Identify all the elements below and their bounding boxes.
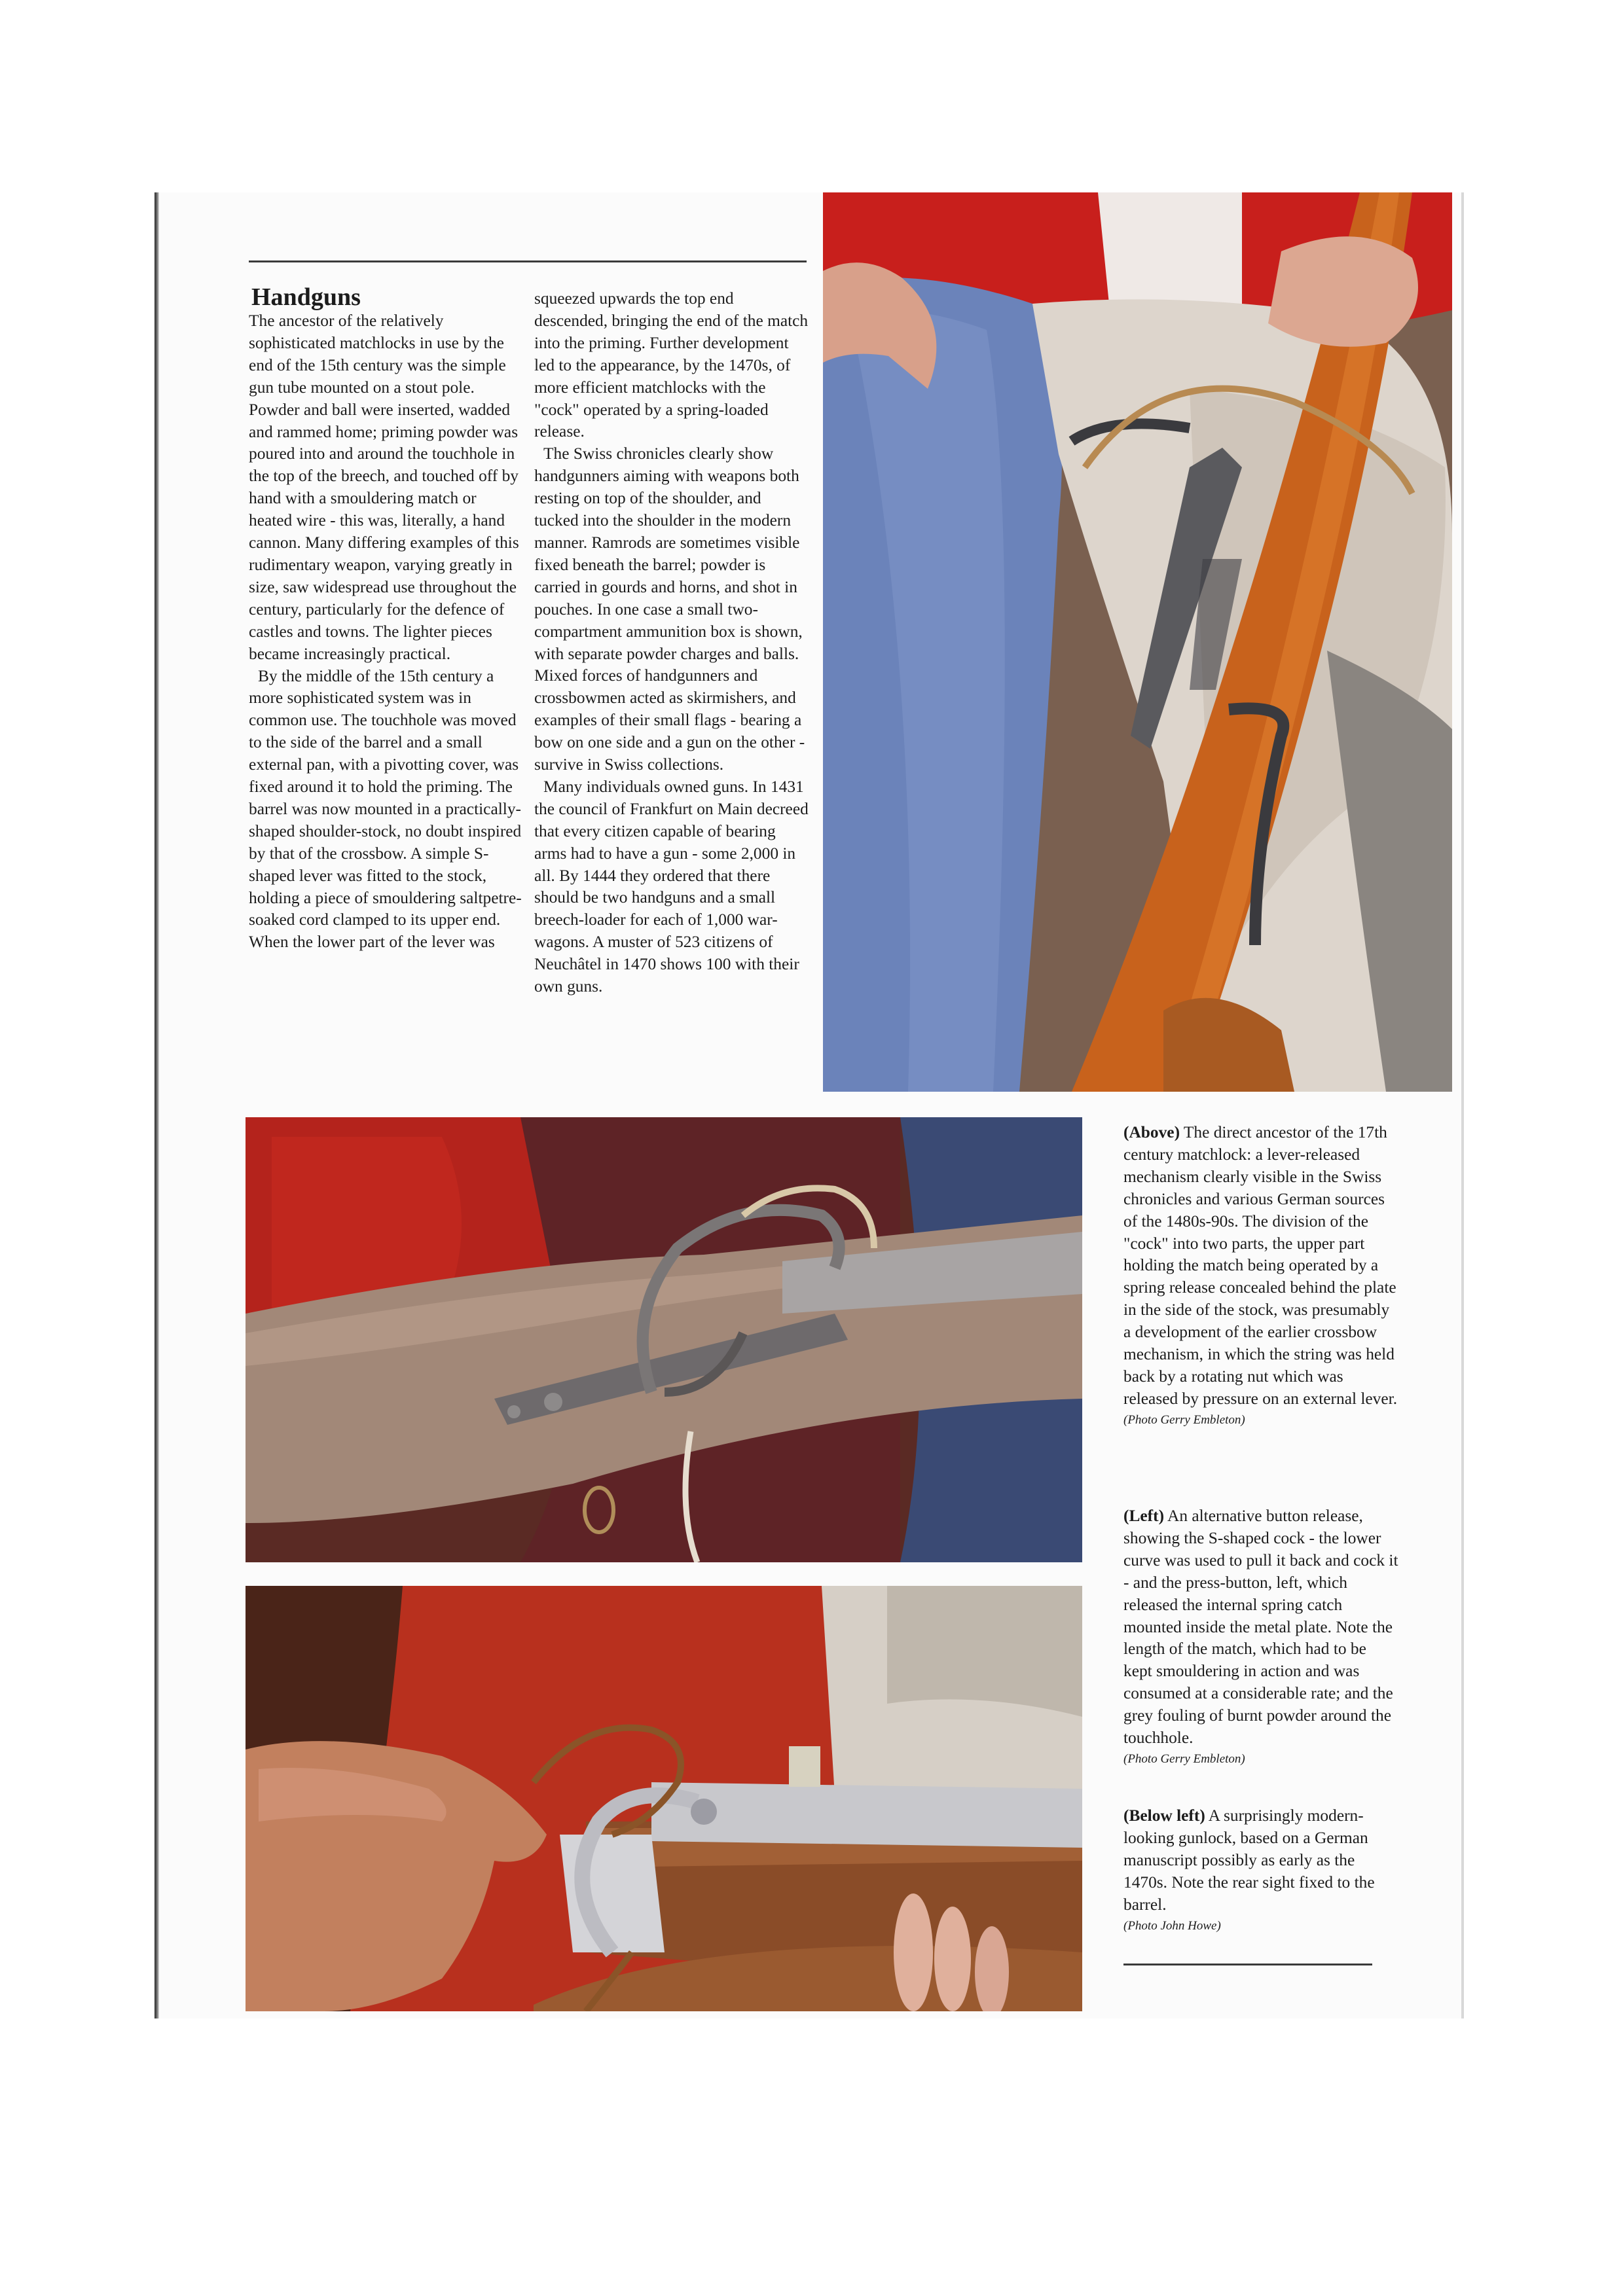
caption-label: (Below left)	[1123, 1806, 1205, 1825]
page-edge	[1461, 192, 1464, 2018]
paragraph: Many individuals owned guns. In 1431 the council of Frankfurt on Main decreed that every citizen capable of bearing arms had to have a gun - some 2,000 in all. By 1444 they ordered that there should be two handguns and a small breech-loader for each of 1,000 war-wagons. A muster of 523 citizens of Neuchâtel in 1470 shows 100 with their own guns.	[534, 777, 809, 996]
photo-modern-gunlock	[246, 1586, 1082, 2011]
photo-credit: (Photo John Howe)	[1123, 1918, 1221, 1933]
caption-left	[1123, 1505, 1398, 1769]
caption-above	[1123, 1122, 1398, 1430]
paragraph: The Swiss chronicles clearly show handgunners aiming with weapons both resting on top of the shoulder, and tucked into the shoulder in the modern manner. Ramrods are sometimes visible fixed beneath the barrel; powder is carried in gourds and horns, and shot in pouches. In one case a small two-compartment ammunition box is shown, with separate powder charges and balls. Mixed forces of handgunners and crossbowmen acted as skirmishers, and examples of their small flags - bearing a bow on one side and a gun on the other - survive in Swiss collections.	[534, 444, 805, 774]
photo-button-release	[246, 1117, 1082, 1562]
caption-text: A surprisingly modern-looking gunlock, based on a German manuscript possibly as early as the 1470s. Note the rear sight fixed to the barrel.	[1123, 1806, 1375, 1914]
caption-text: The direct ancestor of the 17th century matchlock: a lever-released mechanism clearly visible in the Swiss chronicles and various German sources of the 1480s-90s. The division of the "cock" into two parts, the upper part holding the match being operated by a spring release concealed behind the plate in the side of the stock, was presumably a development of the earlier crossbow mechanism, in which the string was held back by a rotating nut which was released by pressure on an external lever.	[1123, 1123, 1398, 1408]
caption-label: (Above)	[1123, 1123, 1180, 1141]
top-rule	[249, 260, 807, 262]
paragraph: squeezed upwards the top end descended, bringing the end of the match into the priming. Further development led to the appearance, by the 1470s, of more efficient matchlocks with the "cock" operated by a spring-loaded release.	[534, 289, 809, 441]
paragraph: By the middle of the 15th century a more sophisticated system was in common use. The touchhole was moved to the side of the barrel and a small external pan, with a pivotting cover, was fixed around it to hold the priming. The barrel was now mounted in a practically-shaped shoulder-stock, no doubt inspired by that of the crossbow. A simple S-shaped lever was fitted to the stock, holding a piece of smouldering saltpetre-soaked cord clamped to its upper end. When the lower part of the lever was	[249, 666, 522, 952]
text-column-1	[249, 310, 524, 954]
photo-credit: (Photo Gerry Embleton)	[1123, 1412, 1245, 1427]
book-spine-shadow	[155, 192, 159, 2018]
photo-credit: (Photo Gerry Embleton)	[1123, 1751, 1245, 1766]
bottom-rule	[1123, 1964, 1372, 1965]
photo-matchlock-held	[823, 192, 1452, 1092]
article-title: Handguns	[251, 283, 361, 311]
paragraph: The ancestor of the relatively sophisticated matchlocks in use by the end of the 15th century was the simple gun tube mounted on a stout pole. Powder and ball were inserted, wadded and rammed home; priming powder was poured into and around the touchhole in the top of the breech, and touched off by hand with a smouldering match or heated wire - this was, literally, a hand cannon. Many differing examples of this rudimentary weapon, varying greatly in size, saw widespread use throughout the century, particularly for the defence of castles and towns. The lighter pieces became increasingly practical.	[249, 312, 519, 663]
caption-below-left	[1123, 1805, 1398, 1936]
text-column-2	[534, 288, 809, 998]
caption-label: (Left)	[1123, 1507, 1165, 1525]
caption-text: An alternative button release, showing the S-shaped cock - the lower curve was used to pull it back and cock it - and the press-button, left, which released the internal spring catch mounted inside the metal plate. Note the length of the match, which had to be kept smouldering in action and was consumed at a considerable rate; and the grey fouling of burnt powder around the touchhole.	[1123, 1507, 1398, 1748]
